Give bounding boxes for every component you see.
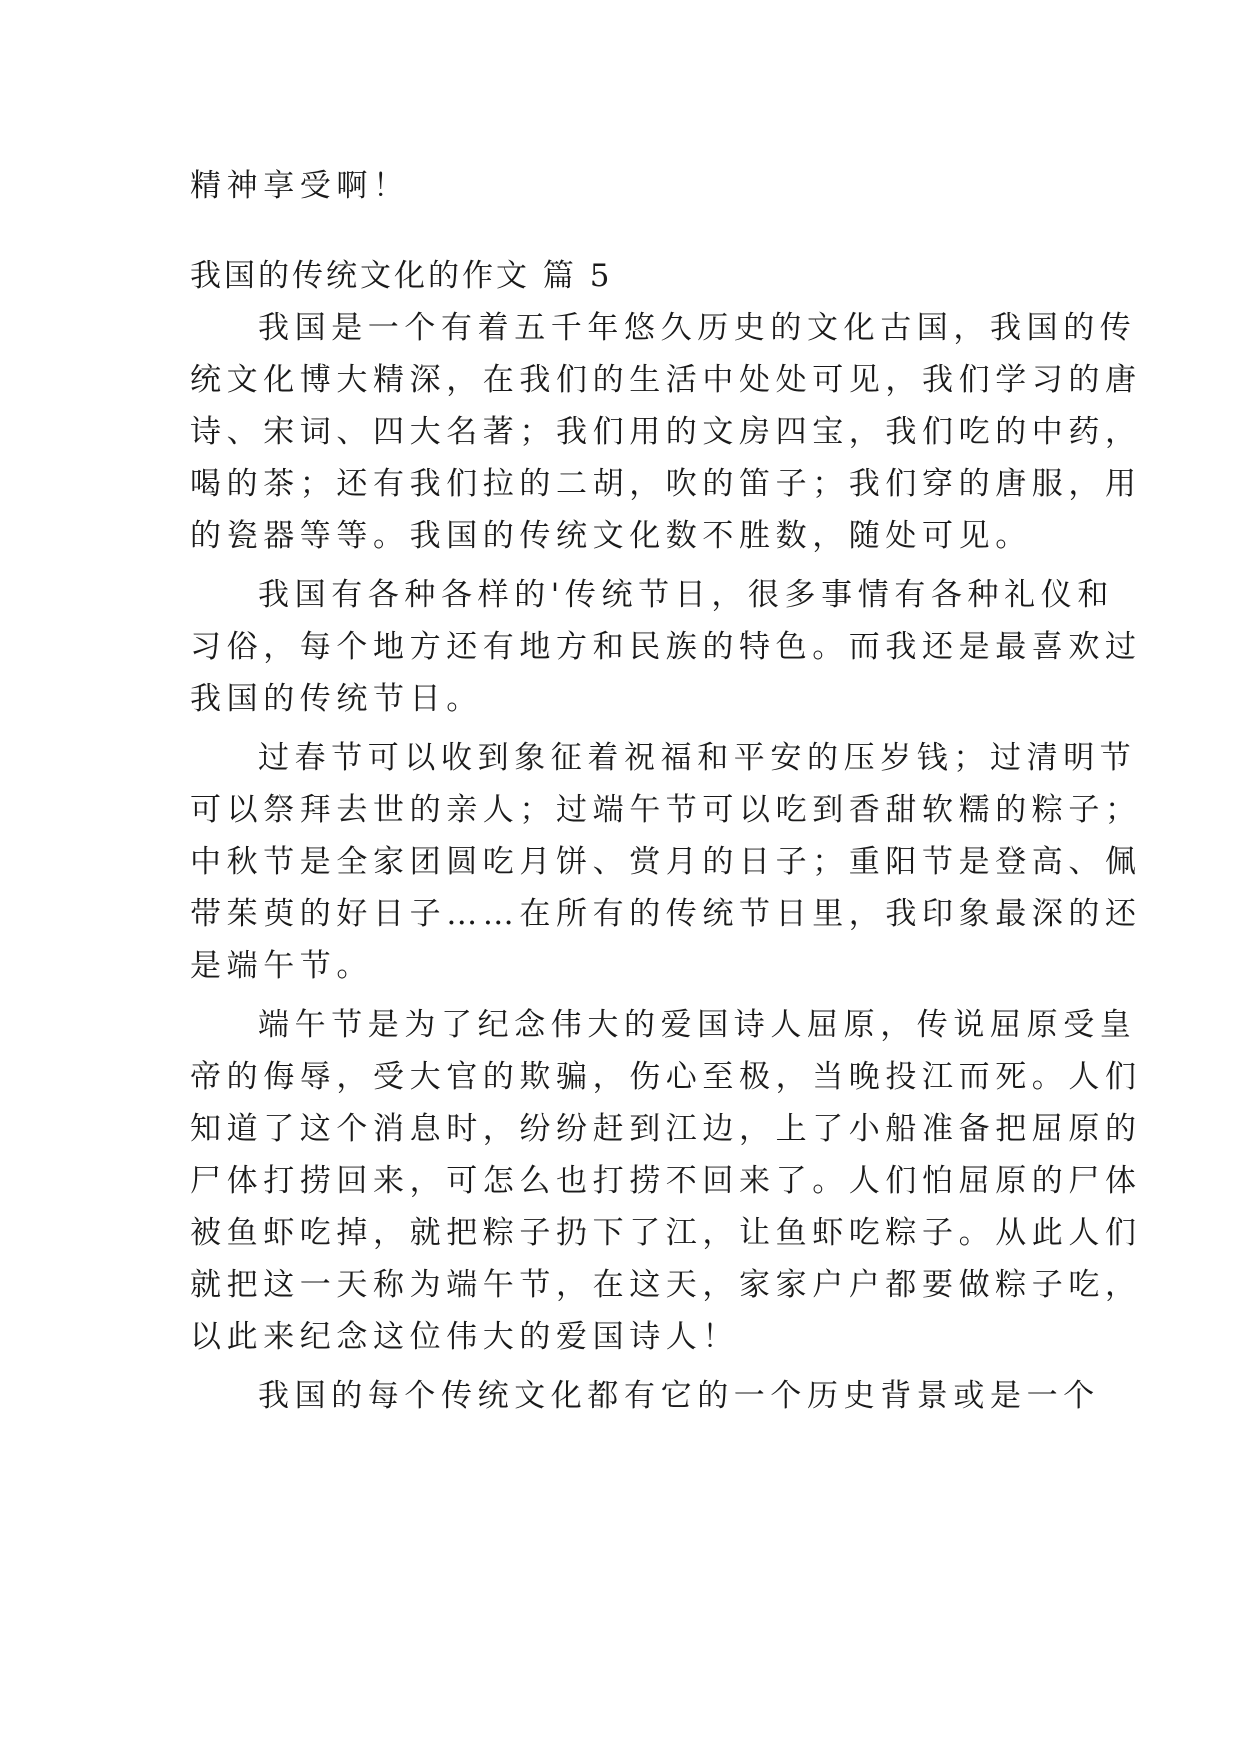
text-line: 就把这一天称为端午节，在这天，家家户户都要做粽子吃， [190,1267,1142,1303]
text-line: 被鱼虾吃掉，就把粽子扔下了江，让鱼虾吃粽子。从此人们 [190,1215,1142,1251]
text-line: 我国的每个传统文化都有它的一个历史背景或是一个 [258,1378,1100,1414]
text-line: 我国有各种各样的'传统节日，很多事情有各种礼仪和 [258,577,1114,613]
text-line: 过春节可以收到象征着祝福和平安的压岁钱；过清明节 [258,740,1137,776]
text-line: 知道了这个消息时，纷纷赶到江边，上了小船准备把屈原的 [190,1111,1142,1147]
text-line: 统文化博大精深，在我们的生活中处处可见，我们学习的唐 [190,362,1142,398]
text-line: 习俗，每个地方还有地方和民族的特色。而我还是最喜欢过 [190,629,1142,665]
text-line: 喝的茶；还有我们拉的二胡，吹的笛子；我们穿的唐服，用 [190,466,1142,502]
text-line: 的瓷器等等。我国的传统文化数不胜数，随处可见。 [190,518,1032,554]
text-line: 中秋节是全家团圆吃月饼、赏月的日子；重阳节是登高、佩 [190,844,1142,880]
text-line: 我国是一个有着五千年悠久历史的文化古国，我国的传 [258,310,1137,346]
text-line: 可以祭拜去世的亲人；过端午节可以吃到香甜软糯的粽子； [190,792,1142,828]
text-line: 端午节是为了纪念伟大的爱国诗人屈原，传说屈原受皇 [258,1007,1137,1043]
text-line: 以此来纪念这位伟大的爱国诗人！ [190,1319,739,1355]
text-line: 是端午节。 [190,948,373,984]
text-line: 带茱萸的好日子……在所有的传统节日里，我印象最深的还 [190,896,1142,932]
text-line: 帝的侮辱，受大官的欺骗，伤心至极，当晚投江而死。人们 [190,1059,1142,1095]
text-line: 诗、宋词、四大名著；我们用的文房四宝，我们吃的中药， [190,414,1142,450]
text-line: 尸体打捞回来，可怎么也打捞不回来了。人们怕屈原的尸体 [190,1163,1142,1199]
text-line: 我国的传统节日。 [190,681,483,717]
text-line: 精神享受啊！ [190,168,410,204]
section-heading: 我国的传统文化的作文 篇 5 [190,258,613,294]
